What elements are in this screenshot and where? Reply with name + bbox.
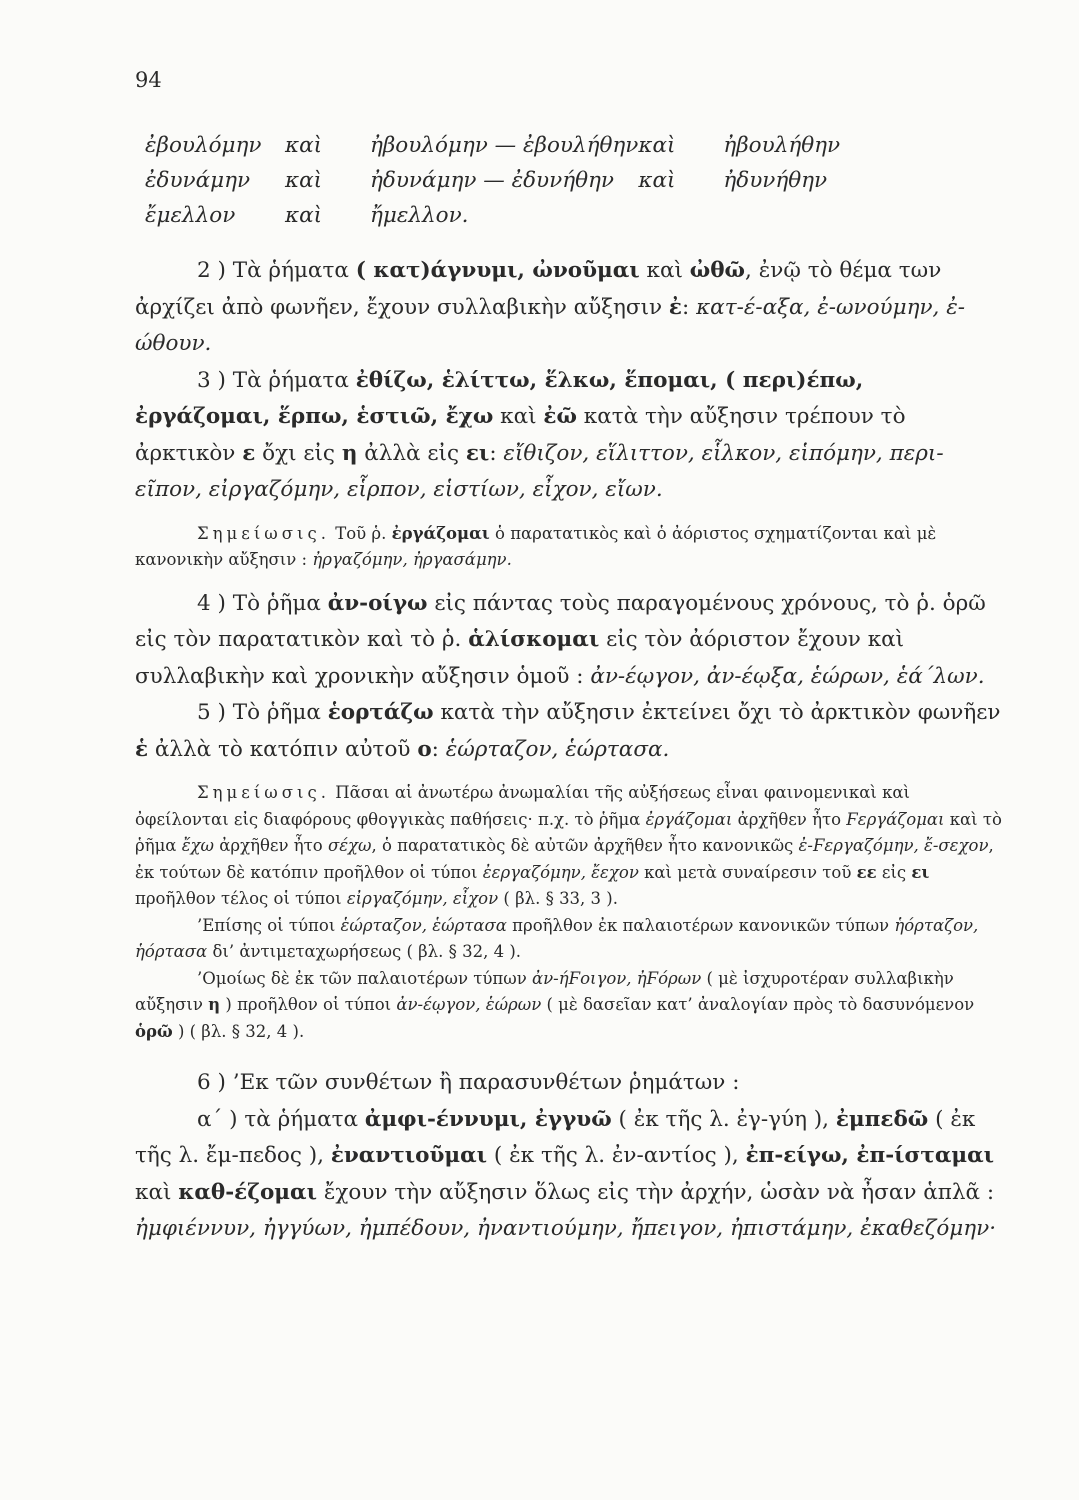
paragraph-number: 4 ) Τὸ ῥῆμα [197,590,328,616]
italic-form: ἀν-ήϜοιγον, ἠϜόρων [531,968,702,988]
paragraph-6a [135,1102,1005,1248]
paragraph-6-intro: 6 ) ’Εκ τῶν συνθέτων ἢ παρασυνθέτων ῥημάτων : [197,1070,740,1095]
text: ( μὲ δασεῖαν κατ’ ἀναλογίαν πρὸς τὸ δασυνόμενον [541,995,975,1014]
text: καὶ μετὰ συναίρεσιν τοῦ [638,862,857,882]
table-cell: ἐδυνάμην [145,168,251,193]
page-body [135,128,1005,1248]
bold-verbs: ( κατ)άγνυμι, ὠνοῦμαι [355,258,640,283]
italic-form: ἑώρταζον, ἑώρτασα [340,915,507,935]
text: : [431,736,446,762]
text: ’Επίσης οἱ τύποι [197,915,341,935]
note-3 [135,913,1005,966]
bold-verb: καθ-έζομαι [178,1179,317,1205]
table-cell: ἠδυνήθην [723,168,828,193]
text: ) ( βλ. § 32, 4 ). [172,1021,305,1041]
text: , ὁ παρατατικὸς δὲ αὐτῶν ἀρχῆθεν ἦτο κανονικῶς [371,836,799,855]
bold-letter: η [208,995,221,1014]
table-cell: καὶ [638,133,676,158]
italic-form: εἰργαζόμην, εἶχον [346,889,499,908]
text: ) προῆλθον οἱ τύποι [220,995,397,1014]
italic-form: ἐργάζομαι [645,809,733,829]
bold-verbs: ἐπ-είγω, ἐπ-ίσταμαι [745,1143,995,1168]
text: ( ἐκ τῆς λ. ἔμ-πεδος ), [135,1106,976,1168]
table-cell: καὶ [285,168,323,193]
bold-letter: εε [856,862,877,882]
paragraph-number: 2 ) Τὰ ῥήματα [197,258,356,283]
text: εἰς τὸν ἀόριστον ἔχουν καὶ συλλαβικὴν καὶ χρονικὴν αὔξησιν ὁμοῦ : [135,627,905,689]
text: ἔχουν τὴν αὔξησιν ὅλως εἰς τὴν ἀρχήν, ὡσὰν νὰ ἦσαν ἁπλᾶ : [317,1179,995,1205]
text: προῆλθον ἐκ παλαιοτέρων κανονικῶν τύπων [506,915,895,935]
text: ἀρχῆθεν ἦτο [214,836,328,855]
text: καὶ [135,1179,179,1205]
note-4 [135,966,1005,1046]
table-cell: ἤμελλον. [370,203,469,228]
bold-letter: ει [911,862,930,882]
italic-examples: ἠμφιέννυν, ἠγγύων, ἠμπέδουν, ἠναντιούμην, ἤπειγον, ἠπιστάμην, ἐκαθεζόμην· [135,1216,997,1241]
page-number: 94 [135,68,162,92]
text: ἀλλὰ εἰς [357,440,466,466]
text: καὶ [639,258,690,283]
italic-form: ἐ-Ϝεργαζόμην, ἔ-σεχον [798,836,989,855]
italic-form: ἀν-έῳγον, ἑώρων [396,995,542,1014]
table-cell: ἠβουλήθην [723,133,841,158]
bold-verb: ὁρῶ [135,1021,173,1041]
bold-verb: ἐργάζομαι [391,523,490,543]
text: καὶ [493,404,544,429]
bold-verbs: ἀμφι-έννυμι, ἐγγυῶ [364,1106,612,1132]
text: ὄχι εἰς [255,440,342,466]
table-row [145,198,840,233]
bold-letter: η [341,440,358,466]
bold-verb: ἐναντιοῦμαι [330,1143,488,1168]
bold-letter: ε [242,440,256,466]
verb-forms-table [145,128,840,233]
text: ’Ομοίως δὲ ἐκ τῶν παλαιοτέρων τύπων [197,968,532,988]
table-cell [638,198,723,233]
table-cell: καὶ [285,133,323,158]
bold-verbs: ἐθίζω, ἑλίττω, ἕλκω, ἕπομαι, ( περι)έπω, ἐργάζομαι, ἕρπω, ἑστιῶ, ἔχω [135,367,864,429]
italic-examples: κατ-έ-αξα, ἐ-ωνούμην, ἐ-ώθουν. [135,294,966,356]
bold-verb: ἐῶ [543,404,577,429]
table-row [145,128,840,163]
italic-form: Ϝεργάζομαι [846,809,945,829]
note-2 [135,780,1005,913]
italic-examples: εἴθιζον, εἵλιττον, εἷλκον, εἱπόμην, περι-εῖπον, εἰργαζόμην, εἷρπον, εἱστίων, εἶχον, εἴων. [135,440,944,502]
table-row [145,163,840,198]
table-cell [723,198,840,233]
bold-verb: ὠθῶ [689,258,746,283]
sub-number: α΄ ) τὰ ῥήματα [197,1106,365,1132]
table-cell: καὶ [638,168,676,193]
text: προῆλθον τέλος οἱ τύποι [135,889,347,908]
italic-form: σέχω [327,836,372,855]
bold-letter: ἑ [135,736,149,762]
bold-letter: ἐ [668,294,682,320]
text: ( βλ. § 33, 3 ). [498,889,618,908]
table-cell: ἔμελλον [145,203,236,228]
italic-examples: ἑώρταζον, ἑώρτασα. [445,736,670,762]
bold-verb: ἑορτάζω [327,700,434,725]
bold-verb: ἀν-οίγω [327,590,428,616]
bold-letter: ει [465,440,490,466]
text: κατὰ τὴν αὔξησιν τρέπουν τὸ ἀρκτικὸν [135,404,906,466]
text: Πᾶσαι αἱ ἀνωτέρω ἀνωμαλίαι τῆς αὐξήσεως εἶναι φαινομενικαὶ καὶ ὀφείλονται εἰς διαφόρους φθογγικὰς παθήσεις· π.χ. τὸ ῥῆμα [135,783,910,829]
text: ἀλλὰ τὸ κατόπιν αὐτοῦ [148,736,418,762]
italic-examples: ἠργαζόμην, ἠργασάμην. [312,550,512,569]
italic-examples: ἀν-έῳγον, ἀν-έῳξα, ἑώρων, ἑά΄λων. [590,663,985,689]
paragraph-4 [135,586,1005,696]
text: ὁ παρατατικὸς καὶ ὁ ἀόριστος σχηματίζονται καὶ μὲ κανονικὴν αὔξησιν : [135,523,937,569]
table-cell: ἐβουλόμην [145,133,262,158]
text: : [489,440,504,466]
text: ( ἐκ τῆς λ. ἐγ-γύη ), [611,1106,836,1132]
text: καὶ τὸ ῥῆμα [135,809,1002,855]
text: εἰς [876,862,912,882]
text: Τοῦ ῥ. [329,523,392,543]
paragraph-5 [135,695,1005,768]
paragraph-2 [135,253,1005,363]
table-cell: ἠδυνάμην — ἐδυνήθην [370,168,614,193]
bold-verb: ἐμπεδῶ [835,1106,929,1132]
text: εἰς πάντας τοὺς παραγομένους χρόνους, τὸ ῥ. ὁρῶ εἰς τὸν παρατατικὸν καὶ τὸ ῥ. [135,590,986,652]
text: , ἐνῷ τὸ θέμα των ἀρχίζει ἀπὸ φωνῆεν, ἔχουν συλλαβικὴν αὔξησιν [135,258,942,320]
note-1 [135,521,1005,574]
italic-form: ἐεργαζόμην, ἔεχον [482,862,639,882]
text: : [682,294,697,320]
bold-letter: ο [417,736,432,762]
italic-form: ἔχω [181,836,215,855]
table-cell: ἠβουλόμην — ἐβουλήθην [370,133,639,158]
text: δι’ ἀντιμεταχωρήσεως ( βλ. § 32, 4 ). [207,942,522,961]
note-label: Σημείωσις. [197,523,330,543]
text: ἀρχῆθεν ἦτο [732,809,847,829]
text: ( μὲ ἰσχυροτέραν συλλαβικὴν αὔξησιν [135,968,954,1014]
paragraph-3 [135,363,1005,509]
italic-form: ἡόρταζον, ἡόρτασα [135,915,979,961]
text: κατὰ τὴν αὔξησιν ἐκτείνει ὄχι τὸ ἀρκτικὸν φωνῆεν [433,700,1001,725]
table-cell: καὶ [285,203,323,228]
text: , ἐκ τούτων δὲ κατόπιν προῆλθον οἱ τύποι [135,836,994,882]
paragraph-number: 3 ) Τὰ ῥήματα [197,367,356,393]
paragraph-number: 5 ) Τὸ ῥῆμα [197,700,328,725]
note-label: Σημείωσις. [197,783,330,802]
text: ( ἐκ τῆς λ. ἐν-αντίος ), [487,1143,746,1168]
bold-verb: ἁλίσκομαι [468,627,600,652]
